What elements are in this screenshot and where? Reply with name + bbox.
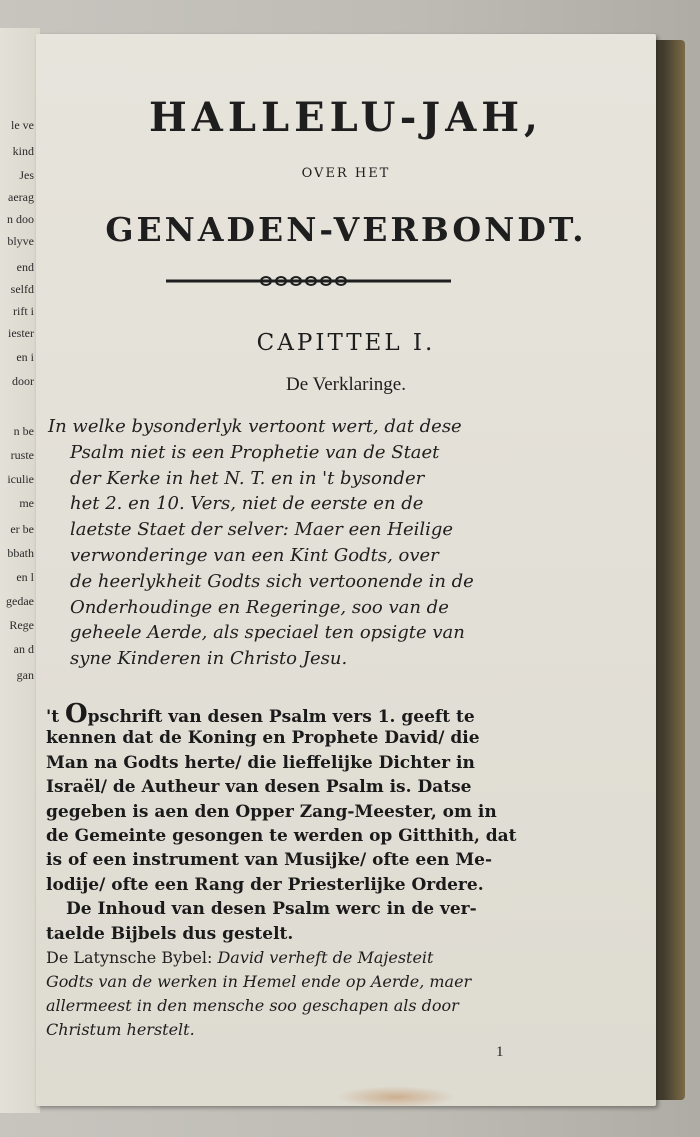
drop-cap: O [64,699,88,729]
left-fragment: Jes [19,168,34,182]
left-fragment: n doo [7,212,34,226]
body-first-rest: pschrift van desen Psalm vers 1. geeft te [87,707,475,727]
body-line [46,699,591,729]
left-fragment: an d [13,642,34,656]
left-fragment: n be [13,424,34,438]
left-fragment: er be [10,522,34,536]
left-fragment: le ve [11,118,34,132]
body-line: kennen dat de Koning en Prophete David/ die [46,728,480,749]
latin-label: De Latynsche Bybel: [46,948,218,967]
left-fragment: aerag [8,190,34,204]
left-fragment: en l [16,570,34,584]
ornament-divider-icon [166,274,451,288]
page-title-secondary: GENADEN-VERBONDT. [105,210,587,249]
latin-line [46,946,596,970]
chapter-summary [48,414,588,672]
left-fragment: ruste [10,448,34,462]
body-line: Israël/ de Autheur van desen Psalm is. Datse [46,777,472,798]
left-fragment: blyve [7,234,34,248]
summary-line: laetste Staet der selver: Maer een Heilige [70,519,454,541]
summary-line: syne Kinderen in Christo Jesu. [70,648,348,670]
left-fragment: selfd [10,282,34,296]
body-line: Man na Godts herte/ die lieffelijke Dichter in [46,752,475,773]
body-prefix: 't [46,707,65,727]
summary-line: geheele Aerde, als speciael ten opsigte van [70,622,465,644]
left-fragment: rift i [13,304,34,318]
left-fragment: en i [16,350,34,364]
latin-text: David verheft de Majesteit [217,948,434,967]
left-fragment: Rege [9,618,34,632]
summary-line: Onderhoudinge en Regeringe, soo van de [70,596,449,618]
summary-line: In welke bysonderlyk vertoont wert, dat dese [48,416,462,437]
latin-line: Christum herstelt. [46,1020,195,1039]
page-number: 1 [496,1044,504,1060]
left-fragment: bbath [7,546,34,560]
summary-line: het 2. en 10. Vers, niet de eerste en de [70,493,424,515]
left-fragment: end [16,260,34,274]
page-title: HALLELU-JAH, [149,94,543,141]
left-page-edge [0,28,40,1113]
body-line: gegeben is aen den Opper Zang-Meester, om in [46,801,497,822]
body-line: is of een instrument van Musijke/ ofte een Me- [46,850,493,871]
body-line: de Gemeinte gesongen te werden op Gitthith, dat [46,825,517,846]
body-paragraph [46,699,591,946]
body-line: lodije/ ofte een Rang der Priesterlijke Ordere. [46,874,484,895]
page-subtitle: OVER HET [301,166,391,181]
summary-line: de heerlykheit Godts sich vertoonende in de [70,570,474,592]
latin-line: Godts van de werken in Hemel ende op Aerde, maer [46,972,472,991]
left-fragment: kind [12,144,34,158]
chapter-name: De Verklaringe. [286,374,406,395]
left-fragment: iculie [7,472,34,486]
body-line: taelde Bijbels dus gestelt. [46,923,294,944]
book-page [36,34,656,1106]
latin-bible-note [46,946,596,1042]
left-fragment: me [19,496,34,510]
left-fragment: gan [16,668,34,682]
summary-line: Psalm niet is een Prophetie van de Staet [70,441,440,463]
summary-line: der Kerke in het N. T. en in 't bysonder [70,467,425,489]
latin-line: allermeest in den mensche soo geschapen als door [46,996,459,1015]
left-fragment: gedae [6,594,34,608]
chapter-number: CAPITTEL I. [256,330,436,356]
paper-stain [336,1086,456,1108]
body-line: De Inhoud van desen Psalm werc in de ver- [66,899,477,920]
left-fragment: iester [8,326,34,340]
left-fragment: door [12,374,34,388]
summary-line: verwonderinge van een Kint Godts, over [70,544,439,566]
